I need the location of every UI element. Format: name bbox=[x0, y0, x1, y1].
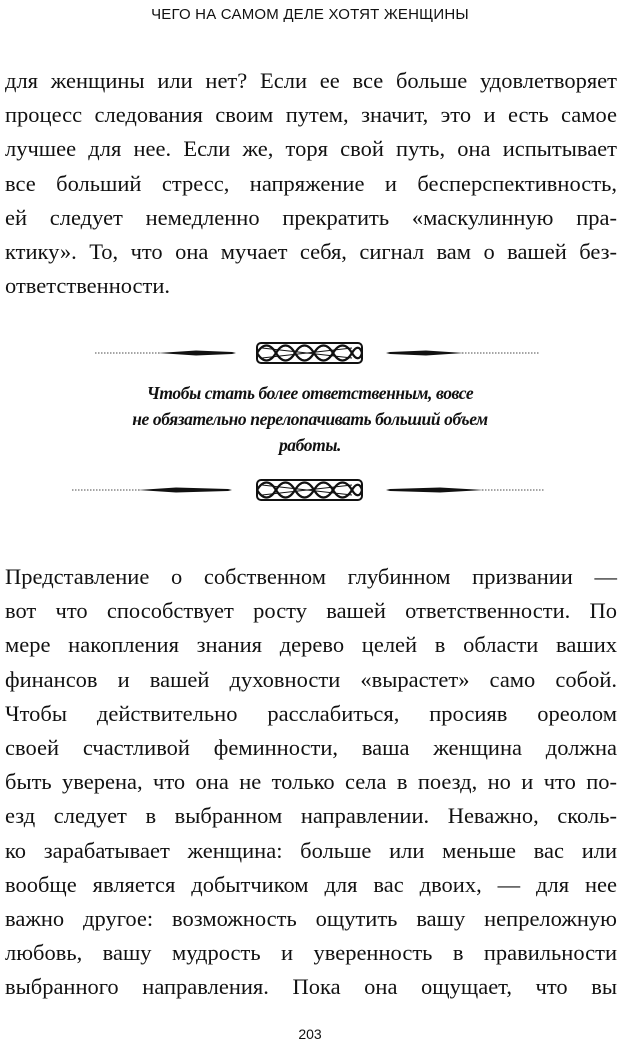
text-line: езд следует в выбранном направлении. Неважно, сколь- bbox=[5, 803, 617, 829]
page-number: 203 bbox=[298, 1026, 322, 1042]
text-line: ответственности. bbox=[5, 273, 171, 299]
callout-line: не обязательно перелопачивать больший объем bbox=[132, 409, 488, 429]
text-line: вообще является добытчиком для вас двоих, — для нее bbox=[5, 871, 617, 897]
text-line: для женщины или нет? Если ее все больше удовлетворяет bbox=[5, 68, 617, 93]
text-line: ко зарабатывает женщина: больше или меньше вас или bbox=[5, 837, 617, 863]
text-line: ей следует немедленно прекратить «маскулинную пра- bbox=[5, 204, 617, 230]
text-line: финансов и вашей духовности «вырастет» само собой. bbox=[5, 666, 617, 692]
knot-ornament-icon bbox=[257, 480, 362, 500]
text-line: любовь, вашу мудрость и уверенность в правильности bbox=[5, 940, 617, 966]
text-line: Чтобы действительно расслабиться, просияв ореолом bbox=[5, 700, 617, 726]
callout-quote bbox=[60, 380, 560, 458]
ornament-right-rule bbox=[386, 351, 540, 356]
text-line: быть уверена, что она не только села в поезд, но и что по- bbox=[5, 769, 617, 795]
text-line: вот что способствует росту вашей ответственности. По bbox=[5, 598, 617, 624]
text-line: важно другое: возможность ощутить вашу непреложную bbox=[5, 906, 617, 932]
ornament-right-rule bbox=[386, 488, 545, 493]
ornament-divider-top bbox=[0, 339, 620, 367]
running-head: ЧЕГО НА САМОМ ДЕЛЕ ХОТЯТ ЖЕНЩИНЫ bbox=[151, 6, 469, 23]
callout-line: Чтобы стать более ответственным, вовсе bbox=[146, 383, 474, 403]
text-line: лучшее для нее. Если же, торя свой путь, она испытывает bbox=[5, 136, 617, 162]
body-paragraph-2 bbox=[5, 560, 617, 1005]
body-paragraph-1 bbox=[5, 64, 617, 303]
text-line: мере накопления знания дерево целей в области ваших bbox=[5, 632, 617, 658]
text-line: Представление о собственном глубинном призвании — bbox=[5, 564, 617, 589]
text-line: ктику». То, что она мучает себя, сигнал вам о вашей без- bbox=[5, 239, 617, 265]
callout-line: работы. bbox=[278, 435, 342, 455]
text-line: все больший стресс, напряжение и бесперспективность, bbox=[5, 170, 617, 196]
text-line: процесс следования своим путем, значит, это и есть самое bbox=[5, 102, 617, 128]
text-line: выбранного направления. Пока она ощущает, что вы bbox=[5, 974, 617, 1000]
ornament-left-rule bbox=[72, 488, 232, 493]
text-line: своей счастливой феминности, ваша женщина должна bbox=[5, 735, 617, 761]
knot-ornament-icon bbox=[257, 343, 362, 363]
ornament-divider-bottom bbox=[0, 476, 620, 504]
ornament-left-rule bbox=[95, 351, 236, 356]
